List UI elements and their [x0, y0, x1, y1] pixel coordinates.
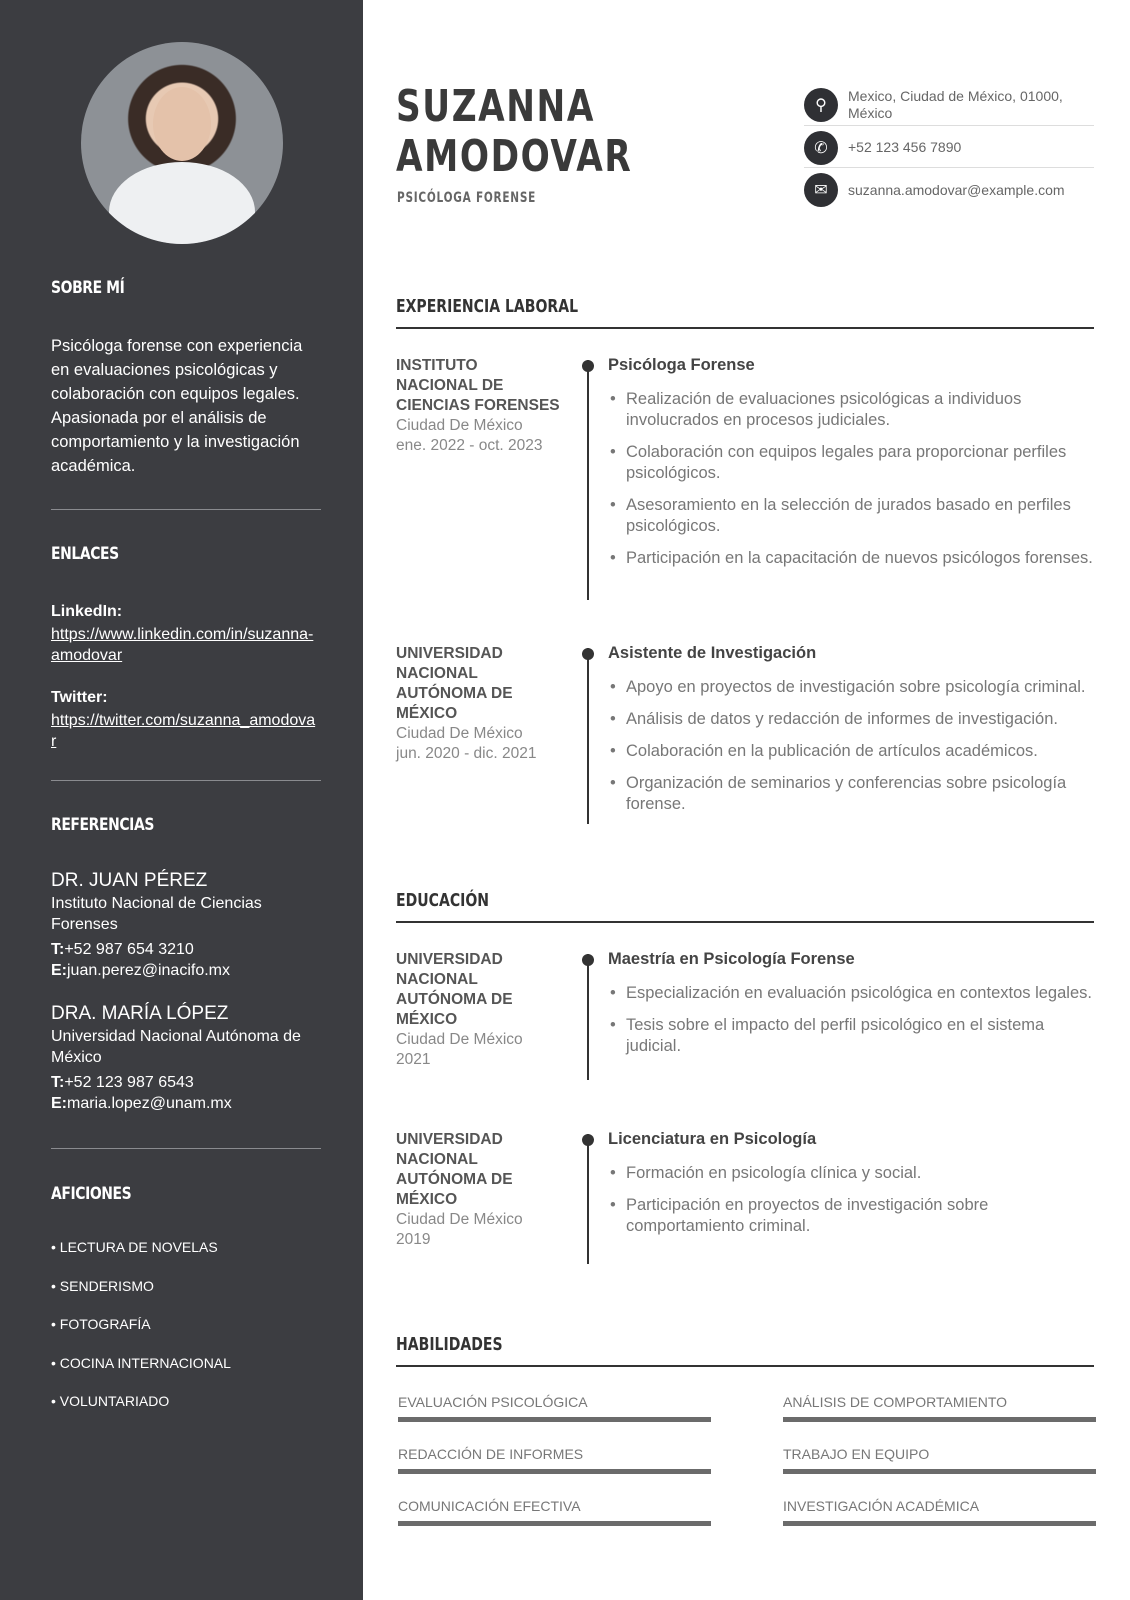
skill-name: EVALUACIÓN PSICOLÓGICA — [398, 1394, 588, 1410]
skill-level-bar — [783, 1417, 1096, 1422]
contact-email: ✉ suzanna.amodovar@example.com — [804, 170, 1094, 210]
skill-name: COMUNICACIÓN EFECTIVA — [398, 1498, 581, 1514]
divider — [51, 780, 321, 781]
reference-2 — [51, 1003, 316, 1114]
skill-level-bar — [398, 1521, 711, 1526]
phone-icon: ✆ — [804, 131, 838, 165]
hobbies-heading: AFICIONES — [51, 1184, 132, 1204]
full-name: SUZANNA AMODOVAR — [396, 81, 633, 182]
reference-org: Universidad Nacional Autónoma de México — [51, 1028, 301, 1066]
bullet-item: • Apoyo en proyectos de investigación sobre psicología criminal. — [608, 677, 1094, 698]
profile-photo — [81, 42, 283, 244]
role-title: Asistente de Investigación — [608, 644, 817, 662]
bullet-item: • Análisis de datos y redacción de informes de investigación. — [608, 709, 1094, 730]
skills-heading: HABILIDADES — [396, 1334, 1094, 1367]
degree-title: Licenciatura en Psicología — [608, 1130, 817, 1148]
divider — [51, 1148, 321, 1149]
timeline-line — [587, 360, 589, 600]
bullet-item: • Participación en proyectos de investigación sobre comportamiento criminal. — [608, 1195, 1094, 1237]
skill-level-bar — [398, 1469, 711, 1474]
timeline-dot — [582, 360, 594, 372]
skill-item — [783, 1394, 1096, 1429]
timeline-line — [587, 954, 589, 1080]
hobby-item: • LECTURA DE NOVELAS — [51, 1239, 218, 1255]
bullet-item: • Organización de seminarios y conferencias sobre psicología forense. — [608, 773, 1094, 815]
skill-level-bar — [783, 1521, 1096, 1526]
bullet-item: • Participación en la capacitación de nuevos psicólogos forenses. — [608, 548, 1094, 569]
divider — [51, 509, 321, 510]
timeline-dot — [582, 954, 594, 966]
phone-label: T: — [51, 1074, 65, 1091]
job-title: PSICÓLOGA FORENSE — [397, 190, 537, 206]
links-heading: ENLACES — [51, 544, 119, 564]
bullet-item: • Tesis sobre el impacto del perfil psicológico en el sistema judicial. — [608, 1015, 1094, 1057]
reference-email: maria.lopez@unam.mx — [67, 1095, 232, 1112]
skill-item — [398, 1498, 711, 1533]
reference-1 — [51, 870, 316, 981]
reference-org: Instituto Nacional de Ciencias Forenses — [51, 895, 262, 933]
reference-phone: +52 987 654 3210 — [64, 941, 194, 958]
contact-block — [804, 84, 1094, 212]
phone-label: T: — [51, 941, 65, 958]
timeline-line — [587, 648, 589, 824]
skill-name: TRABAJO EN EQUIPO — [783, 1446, 930, 1462]
bullet-item: • Especialización en evaluación psicológica en contextos legales. — [608, 983, 1094, 1004]
references-heading: REFERENCIAS — [51, 815, 154, 835]
email-label: E: — [51, 1095, 67, 1112]
skill-name: INVESTIGACIÓN ACADÉMICA — [783, 1498, 980, 1514]
bullet-item: • Realización de evaluaciones psicológicas a individuos involucrados en procesos judiciales. — [608, 389, 1094, 431]
reference-name: DRA. MARÍA LÓPEZ — [51, 1003, 229, 1024]
twitter-label: Twitter: — [51, 689, 108, 706]
sidebar — [0, 0, 363, 1600]
bullet-item: • Formación en psicología clínica y social. — [608, 1163, 1094, 1184]
contact-address: ⚲ Mexico, Ciudad de México, 01000, México — [804, 84, 1094, 126]
bullet-item: • Asesoramiento en la selección de jurados basado en perfiles psicológicos. — [608, 495, 1094, 537]
about-heading: SOBRE MÍ — [51, 278, 125, 298]
envelope-icon: ✉ — [804, 173, 838, 207]
skill-item — [398, 1446, 711, 1481]
education-heading: EDUCACIÓN — [396, 890, 1094, 923]
experience-heading: EXPERIENCIA LABORAL — [396, 296, 1094, 329]
degree-title: Maestría en Psicología Forense — [608, 950, 855, 968]
twitter-link[interactable]: https://twitter.com/suzanna_amodovar — [51, 712, 316, 750]
skill-item — [783, 1498, 1096, 1533]
email-label: E: — [51, 962, 67, 979]
contact-phone: ✆ +52 123 456 7890 — [804, 128, 1094, 168]
bullet-item: • Colaboración con equipos legales para proporcionar perfiles psicológicos. — [608, 442, 1094, 484]
about-text: Psicóloga forense con experiencia en evaluaciones psicológicas y colaboración con equipos legales. Apasionada por el análisis de comportamiento y la investigación académica. — [51, 337, 303, 475]
linkedin-label: LinkedIn: — [51, 603, 123, 620]
skill-level-bar — [783, 1469, 1096, 1474]
timeline-dot — [582, 1134, 594, 1146]
hobby-item: • VOLUNTARIADO — [51, 1393, 170, 1409]
linkedin-link[interactable]: https://www.linkedin.com/in/suzanna-amodovar — [51, 626, 314, 664]
skill-name: REDACCIÓN DE INFORMES — [398, 1446, 584, 1462]
skill-item — [398, 1394, 711, 1429]
reference-phone: +52 123 987 6543 — [64, 1074, 194, 1091]
reference-email: juan.perez@inacifo.mx — [67, 962, 230, 979]
timeline-line — [587, 1134, 589, 1264]
bullet-item: • Colaboración en la publicación de artículos académicos. — [608, 741, 1094, 762]
hobby-item: • COCINA INTERNACIONAL — [51, 1354, 231, 1371]
hobby-item: • SENDERISMO — [51, 1277, 154, 1294]
reference-name: DR. JUAN PÉREZ — [51, 870, 208, 891]
hobbies-list — [51, 1228, 231, 1421]
role-title: Psicóloga Forense — [608, 356, 755, 374]
skill-name: ANÁLISIS DE COMPORTAMIENTO — [783, 1394, 1008, 1410]
skill-level-bar — [398, 1417, 711, 1422]
location-pin-icon: ⚲ — [804, 88, 838, 122]
timeline-dot — [582, 648, 594, 660]
hobby-item: • FOTOGRAFÍA — [51, 1316, 151, 1332]
skill-item — [783, 1446, 1096, 1481]
